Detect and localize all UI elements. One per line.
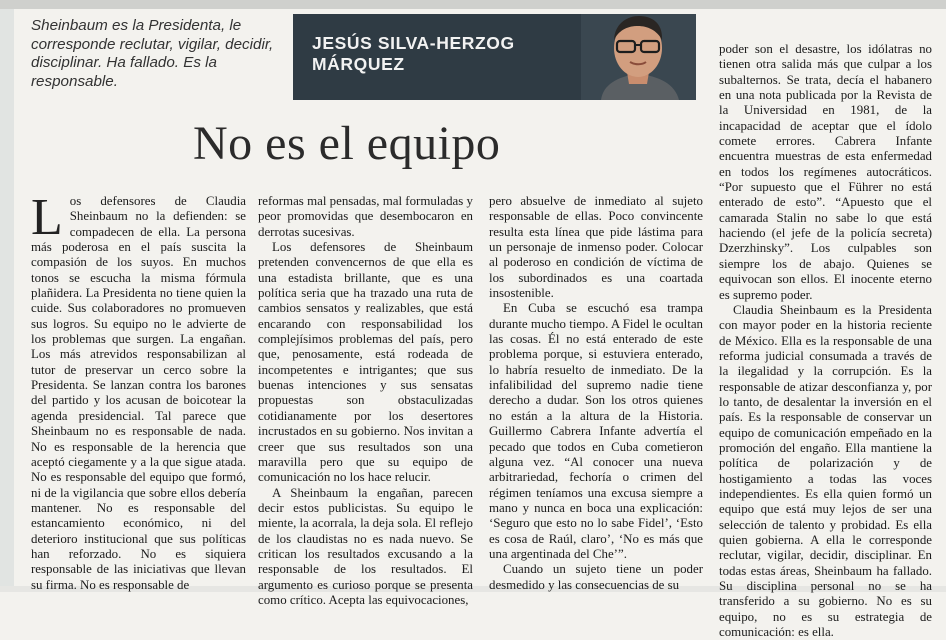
paragraph-text: os defensores de Claudia Sheinbaum no la defienden: se compadecen de ella. La persona más poderosa en el país suscita la compasión de los suyos. En muchos tonos se escucha la misma fórmula plañidera. La Presidenta no tiene quien la cuide. Sus colaboradores no promueven sus logros. Su equipo no le advierte de los problemas que surgen. La engañan. Los más atrevidos responsabilizan al tutor de preservar un cerco sobre la Presidenta. Se lanzan contra los barones del partido y los acusan de boicotear la agenda presidencial. Tal parece que Sheinbaum no es responsable de nada. No es responsable de la herencia que aceptó ciegamente y a la que sigue atada. No es responsable del equipo que formó, ni de la vigilancia que sobre ellos debería mantener. No es responsable del estancamiento económico, ni del deterioro institucional que sus políticas han reforzado. No es siquiera responsable de las iniciativas que llevan su firma. No es responsable de <box>31 194 246 592</box>
author-name-line2: MÁRQUEZ <box>312 54 405 74</box>
paragraph: Cuando un sujeto tiene un poder desmedido y las consecuencias de su <box>489 562 703 592</box>
paragraph: poder son el desastre, los idólatras no tienen otra salida más que culpar a los subalternos. Se trata, decía el habanero en una nota publicada por la Revista de la Universidad en 1981, de la incapacidad de aceptar que el ídolo comete errores. Cabrera Infante encuentra muestras de esta enfermedad en todos los regímenes autocráticos. “Por supuesto que el Führer no está enterado de esto”. “Apuesto que el camarada Stalin no sabe lo que está haciendo (el jefe de la policía secreta) Dzerzhinsky”. Los culpables son siempre los de abajo. Quienes se equivocan son ellos. El inocente eterno es supremo poder. <box>719 42 932 302</box>
column-3 <box>489 194 703 592</box>
paragraph: En Cuba se escuchó esa trampa durante mucho tiempo. A Fidel le ocultan las cosas. Él no está enterado de este problema porque, si estuviera enterado, lo habría resuelto de inmediato. De la infalibilidad del supremo nadie tiene derecho a dudar. Son los otros quienes no están a la altura de la Historia. Guillermo Cabrera Infante advertía el pecado que todos en Cuba cometieron alguna vez. “Al conocer una nueva arbitrariedad, fechoría o crimen del régimen teníamos una excusa siempre a mano y nunca en boca una explicación: ‘Seguro que esto no lo sabe Fidel’, ‘Esto es cosa de Raúl, claro’, ‘No es más que una argentinada del Che’”. <box>489 301 703 561</box>
column-4 <box>719 42 932 640</box>
column-1 <box>31 189 246 592</box>
author-banner <box>293 14 696 100</box>
paragraph: reformas mal pensadas, mal formuladas y peor promovidas que desembocaron en derrotas sucesivas. <box>258 194 473 239</box>
drop-cap: L <box>31 189 63 246</box>
author-portrait <box>581 14 696 100</box>
column-2 <box>258 194 473 607</box>
scan-border-left <box>0 9 14 592</box>
paragraph <box>31 189 246 593</box>
paragraph: Claudia Sheinbaum es la Presidenta con mayor poder en la historia reciente de México. Ella es la responsable de una reforma judicial consumada a través de la ilegalidad y la corrupción. Es la responsable de atizar desconfianza y, por lo tanto, de desalentar la inversión en el país. Es la responsable de conservar un equipo de comunicación empeñado en la promoción del engaño. Ella mantiene la política de polarización y de hostigamiento a todas las voces independientes. Es ella quien formó un equipo que está muy lejos de ser una selección de talento y probidad. Es ella quien gobierna. A ella le corresponde reclutar, vigilar, decidir, disciplinar. En todas estas áreas, Sheinbaum ha fallado. Su disciplina personal no se ha transferido a su gobierno. No es su equipo, no es su estrategia de comunicación: es ella. <box>719 302 932 640</box>
paragraph: A Sheinbaum la engañan, parecen decir estos publicistas. Su equipo le miente, la acorrala, la deja sola. El reflejo de los claudistas no es nada nuevo. Se critican los resultados excusando a la responsable de los resultados. El argumento es curioso porque se presenta como crítico. Acepta las equivocaciones, <box>258 485 473 607</box>
author-name <box>312 33 562 75</box>
paragraph: pero absuelve de inmediato al sujeto responsable de ellas. Poco convincente resulta esta línea que pide lástima para un personaje de inmenso poder. Colocar al poderoso en condición de víctima de los subordinados es una coartada insostenible. <box>489 194 703 301</box>
pull-quote: Sheinbaum es la Presidenta, le corresponde reclutar, vigilar, decidir, disciplinar. Ha fallado. Es la responsable. <box>31 17 274 90</box>
scan-border-top <box>0 0 946 9</box>
article-headline: No es el equipo <box>193 117 501 170</box>
author-name-line1: JESÚS SILVA-HERZOG <box>312 33 515 53</box>
paragraph: Los defensores de Sheinbaum pretenden convencernos de que ella es una estadista brillante, que es una política seria que ha trazado una ruta de cambios sensatos y realizables, que está encarando con responsabilidad los complejísimos problemas del país, pero que, penosamente, está rodeada de incompetentes e intrigantes; que sus buenas intenciones y sus sensatas propuestas son obstaculizadas cotidianamente por los desertores incrustados en su gobierno. Nos invitan a creer que sus resultados son una maravilla pero que su equipo de comunicación no los hace relucir. <box>258 240 473 485</box>
